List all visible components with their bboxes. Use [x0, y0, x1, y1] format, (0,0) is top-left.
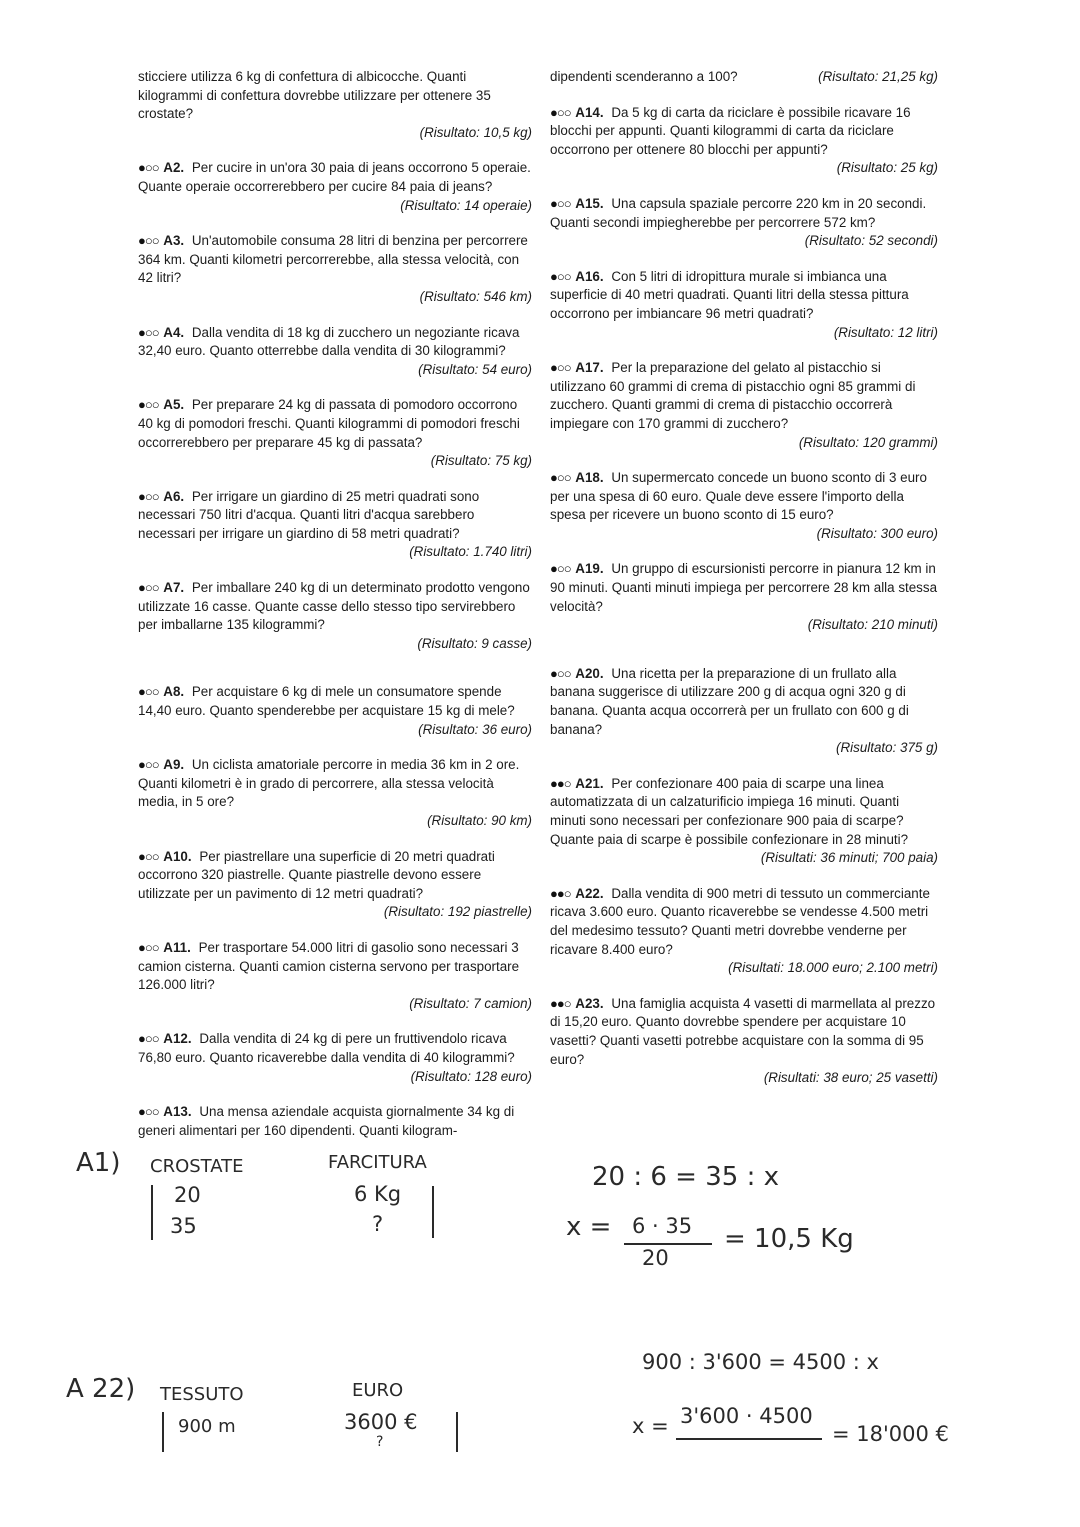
problem-A1-tail [138, 68, 532, 142]
problem-number: A10. [163, 848, 192, 864]
problem-result: (Risultati: 18.000 euro; 2.100 metri) [728, 960, 938, 976]
a1-x-equals: x = [566, 1212, 612, 1242]
a22-proportion: 900 : 3'600 = 4500 : x [642, 1350, 879, 1374]
problem-number: A18. [575, 470, 604, 486]
problem-text: Per irrigare un giardino di 25 metri quadrati sono necessari 750 litri d'acqua. Quanti litri d'acqua sarebbero necessari per irrigare un giardino di 58 metri quadrati? [138, 488, 480, 541]
difficulty-dots: ●○○ [550, 268, 571, 284]
problem-text: Per la preparazione del gelato al pistacchio si utilizzano 60 grammi di crema di pistacchio ogni 85 grammi di zucchero. Quanti grammi di crema di pistacchio occorrerà impiegare con 170 grammi di zucchero? [550, 360, 916, 431]
problem-number: A7. [163, 580, 185, 596]
difficulty-dots: ●○○ [138, 1031, 159, 1047]
a22-result: = 18'000 € [832, 1422, 949, 1446]
a1-numerator: 6 · 35 [632, 1214, 693, 1238]
difficulty-dots: ●○○ [138, 488, 159, 504]
a22-col2-arrow [456, 1412, 458, 1452]
a22-col2-header: EURO [352, 1380, 404, 1401]
problem-number: A12. [163, 1031, 192, 1047]
difficulty-dots: ●●○ [550, 995, 571, 1011]
a1-col2-arrow [432, 1186, 434, 1238]
problem-text: Con 5 litri di idropittura murale si imbianca una superficie di 40 metri quadrati. Quanti litri della stessa pittura occorrono per imbiancare 96 metri quadrati? [550, 268, 909, 321]
a1-col1-header: CROSTATE [150, 1156, 244, 1177]
problem-A19 [550, 560, 938, 634]
problem-A2 [138, 159, 532, 215]
a22-col2-value2: ? [376, 1434, 384, 1450]
problem-text: sticciere utilizza 6 kg di confettura di albicocche. Quanti kilogrammi di confettura dovrebbe utilizzare per ottenere 35 crostate? [138, 69, 491, 122]
a1-result: = 10,5 Kg [724, 1224, 854, 1254]
problem-text: Dalla vendita di 24 kg di pere un fruttivendolo ricava 76,80 euro. Quanto ricaverebbe dalla vendita di 40 kilogrammi? [138, 1031, 515, 1065]
problem-A13 [138, 1103, 532, 1140]
a22-numerator: 3'600 · 4500 [680, 1404, 813, 1428]
problem-number: A16. [575, 268, 604, 284]
problem-A12 [138, 1030, 532, 1086]
problem-text: Una ricetta per la preparazione di un frullato alla banana suggerisce di utilizzare 200 g di acqua ogni 320 g di banana. Quanta acqua occorrerà per un frullato con 600 g di banana? [550, 665, 909, 737]
difficulty-dots: ●○○ [550, 195, 571, 211]
difficulty-dots: ●○○ [138, 684, 159, 700]
problem-number: A2. [163, 160, 185, 176]
difficulty-dots: ●○○ [550, 470, 571, 486]
a1-fraction-line [624, 1243, 712, 1245]
problem-text: Una famiglia acquista 4 vasetti di marmellata al prezzo di 15,20 euro. Quanto dovrebbe spendere per acquistare 10 vasetti? Quanti vasetti potrebbe acquistare con la somma di 95 euro? [550, 995, 936, 1067]
a1-denominator: 20 [642, 1246, 669, 1270]
problem-A16 [550, 268, 938, 342]
problem-result: (Risultati: 36 minuti; 700 paia) [760, 850, 938, 866]
problem-number: A20. [575, 665, 604, 681]
problem-result: (Risultato: 25 kg) [836, 160, 938, 176]
a1-label: A1) [76, 1148, 121, 1178]
problem-text: Una capsula spaziale percorre 220 km in 20 secondi. Quanti secondi impiegherebbe per percorrere 572 km? [550, 195, 927, 230]
problem-text: Per preparare 24 kg di passata di pomodoro occorrono 40 kg di pomodori freschi. Quanti kilogrammi di pomodori freschi occorrerebbero per preparare 45 kg di passata? [138, 397, 520, 450]
problem-number: A21. [575, 775, 604, 791]
difficulty-dots: ●○○ [138, 757, 159, 773]
difficulty-dots: ●○○ [550, 104, 571, 120]
problem-result: (Risultato: 128 euro) [410, 1068, 532, 1084]
problem-A11 [138, 939, 532, 1013]
problem-A15 [550, 195, 938, 251]
problem-text: Un ciclista amatoriale percorre in media 36 km in 2 ore. Quanti kilometri è in grado di percorrere, alla stessa velocità media, in 5 ore? [138, 757, 520, 810]
problem-result: (Risultato: 14 operaie) [400, 197, 532, 213]
difficulty-dots: ●●○ [550, 775, 571, 791]
difficulty-dots: ●○○ [138, 580, 159, 596]
a22-col1-arrow [162, 1412, 164, 1452]
problem-text: Un'automobile consuma 28 litri di benzina per percorrere 364 km. Quanti kilometri percorrerebbe, alla stessa velocità, con 42 litri? [138, 233, 528, 286]
problem-text: Per confezionare 400 paia di scarpe una linea automatizzata di un calzaturificio impiega 16 minuti. Quanti minuti sono necessari per confezionare 900 paia di scarpe? Quante paia di scarpe è possibile confezionare in 28 minuti? [550, 775, 909, 847]
problem-result: (Risultato: 75 kg) [430, 453, 532, 469]
a1-col1-arrow [151, 1185, 153, 1240]
problem-result: (Risultato: 36 euro) [418, 721, 532, 737]
problem-text: dipendenti scenderanno a 100? [550, 69, 738, 84]
problem-A6 [138, 488, 532, 562]
a22-col1-header: TESSUTO [160, 1384, 244, 1405]
difficulty-dots: ●○○ [138, 324, 159, 340]
difficulty-dots: ●○○ [138, 233, 159, 249]
a22-col2-value1: 3600 € [344, 1410, 418, 1434]
problem-result: (Risultato: 300 euro) [816, 525, 938, 541]
problem-A18 [550, 469, 938, 543]
difficulty-dots: ●○○ [138, 160, 159, 176]
right-column [550, 68, 938, 1105]
problem-row [550, 68, 938, 87]
problem-result: (Risultato: 375 g) [836, 740, 938, 756]
problem-result: (Risultato: 10,5 kg) [419, 124, 532, 140]
problem-A5 [138, 396, 532, 470]
problem-number: A4. [163, 324, 185, 340]
problem-text: Per acquistare 6 kg di mele un consumatore spende 14,40 euro. Quanto spenderebbe per acquistare 15 kg di mele? [138, 684, 515, 719]
difficulty-dots: ●○○ [550, 665, 571, 681]
problem-number: A17. [575, 360, 604, 376]
problem-number: A11. [163, 939, 191, 955]
problem-text: Per trasportare 54.000 litri di gasolio sono necessari 3 camion cisterna. Quanti camion cisterna servono per trasportare 126.000 litri? [138, 939, 520, 993]
problem-A8 [138, 683, 532, 739]
problem-A23 [550, 995, 938, 1088]
problem-result: (Risultato: 120 grammi) [798, 434, 938, 450]
a1-col2-value1: 6 Kg [354, 1182, 402, 1206]
a22-x-equals: x = [632, 1414, 669, 1438]
a1-col2-value2: ? [372, 1212, 384, 1236]
problem-A22 [550, 885, 938, 978]
a22-label: A 22) [66, 1374, 136, 1404]
problem-A4 [138, 324, 532, 380]
a1-col1-value1: 20 [174, 1183, 201, 1207]
problem-result: (Risultato: 7 camion) [409, 995, 532, 1011]
problem-number: A6. [163, 488, 185, 504]
problem-A14 [550, 104, 938, 178]
problem-result: (Risultati: 38 euro; 25 vasetti) [763, 1070, 938, 1086]
problem-result: (Risultato: 1.740 litri) [409, 544, 532, 560]
problem-text: Da 5 kg di carta da riciclare è possibile ricavare 16 blocchi per appunti. Quanti kilogrammi di carta da riciclare occorrono per ottenere 80 blocchi per appunti? [550, 104, 911, 157]
problem-A10 [138, 848, 532, 922]
problem-number: A8. [163, 684, 185, 700]
difficulty-dots: ●●○ [550, 885, 571, 901]
difficulty-dots: ●○○ [138, 397, 159, 413]
problem-text: Dalla vendita di 900 metri di tessuto un commerciante ricava 3.600 euro. Quanto ricaverebbe se vendesse 4.500 metri del medesimo tessuto? Quanti metri dovrebbe venderne per ricavare 8.400 euro? [550, 885, 930, 957]
a22-col1-value1: 900 m [178, 1416, 236, 1437]
problem-number: A5. [163, 397, 185, 413]
problem-A9 [138, 756, 532, 830]
problem-text: Per cucire in un'ora 30 paia di jeans occorrono 5 operaie. Quante operaie occorrerebbero per cucire 84 paia di jeans? [138, 160, 531, 194]
problem-result: (Risultato: 21,25 kg) [818, 69, 938, 84]
problem-text: Un gruppo di escursionisti percorre in pianura 12 km in 90 minuti. Quanti minuti impiega per percorrere 28 km alla stessa velocità? [550, 561, 938, 614]
problem-number: A22. [575, 885, 604, 901]
difficulty-dots: ●○○ [550, 360, 571, 376]
problem-A7 [138, 579, 532, 653]
problem-result: (Risultato: 210 minuti) [807, 617, 938, 633]
problem-number: A9. [163, 757, 185, 773]
difficulty-dots: ●○○ [138, 1104, 159, 1120]
problem-text: Per imballare 240 kg di un determinato prodotto vengono utilizzate 16 casse. Quante casse dello stesso tipo servirebbero per imballarne 135 kilogrammi? [138, 580, 530, 633]
a1-col1-value2: 35 [170, 1214, 197, 1238]
difficulty-dots: ●○○ [550, 561, 571, 577]
a22-fraction-line [676, 1438, 822, 1440]
problem-A20 [550, 665, 938, 758]
problem-number: A23. [575, 995, 604, 1011]
problem-number: A14. [575, 104, 604, 120]
a1-col2-header: FARCITURA [328, 1152, 427, 1173]
problem-result: (Risultato: 546 km) [419, 288, 532, 304]
a1-proportion: 20 : 6 = 35 : x [592, 1162, 779, 1192]
problem-text: Un supermercato concede un buono sconto di 3 euro per una spesa di 60 euro. Quale deve essere l'importo della spesa per ricevere un buono sconto di 15 euro? [550, 470, 927, 523]
problem-A13-tail [550, 68, 938, 87]
problem-result: (Risultato: 52 secondi) [804, 233, 938, 249]
difficulty-dots: ●○○ [138, 939, 159, 955]
problem-result: (Risultato: 192 piastrelle) [383, 904, 532, 920]
problem-result: (Risultato: 54 euro) [418, 361, 532, 377]
problem-number: A3. [163, 233, 185, 249]
difficulty-dots: ●○○ [138, 848, 159, 864]
problem-number: A19. [575, 561, 604, 577]
problem-text: Per piastrellare una superficie di 20 metri quadrati occorrono 320 piastrelle. Quante piastrelle devono essere utilizzate per un pavimento di 12 metri quadrati? [138, 848, 495, 901]
problem-result: (Risultato: 9 casse) [417, 635, 532, 651]
left-column [138, 68, 532, 1157]
problem-A17 [550, 359, 938, 452]
problem-result: (Risultato: 12 litri) [833, 324, 938, 340]
problem-number: A13. [163, 1104, 192, 1120]
problem-number: A15. [575, 195, 604, 211]
problem-A3 [138, 232, 532, 306]
problem-text: Una mensa aziendale acquista giornalmente 34 kg di generi alimentari per 160 dipendenti. Quanti kilogram- [138, 1104, 515, 1138]
problem-text: Dalla vendita di 18 kg di zucchero un negoziante ricava 32,40 euro. Quanto otterrebbe dalla vendita di 30 kilogrammi? [138, 324, 520, 359]
problem-A21 [550, 775, 938, 868]
problem-result: (Risultato: 90 km) [427, 813, 532, 828]
